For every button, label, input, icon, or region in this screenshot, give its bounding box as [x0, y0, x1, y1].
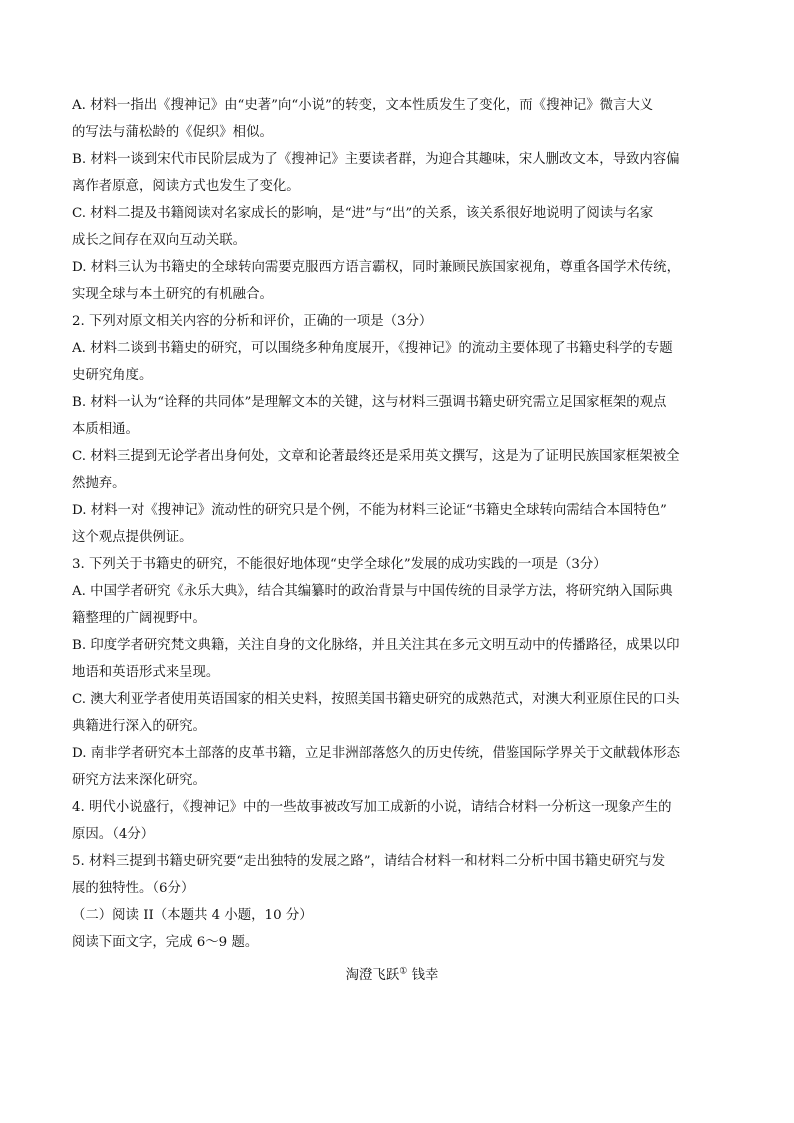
section-heading: （二）阅读 II（本题共 4 小题，10 分）	[72, 908, 313, 923]
question-1-options	[72, 92, 712, 308]
option-line: C. 材料二提及书籍阅读对名家成长的影响，是“进”与“出”的关系，该关系很好地说明了阅读与名家	[72, 206, 654, 221]
option-line: 地语和英语形式来呈现。	[72, 665, 220, 680]
option-line: 史研究角度。	[72, 368, 153, 383]
question-4	[72, 794, 712, 848]
option-2a	[72, 335, 712, 389]
footnote-mark: ①	[399, 966, 408, 977]
option-line: 本质相通。	[72, 422, 139, 437]
option-2b	[72, 389, 712, 443]
option-line: B. 材料一谈到宋代市民阶层成为了《搜神记》主要读者群，为迎合其趣味，宋人删改文本，导致内容偏	[72, 152, 680, 167]
option-line: 这个观点提供例证。	[72, 530, 193, 545]
option-line: D. 材料三认为书籍史的全球转向需要克服西方语言霸权，同时兼顾民族国家视角，尊重各国学术传统，	[72, 260, 680, 275]
option-line: 研究方法来深化研究。	[72, 773, 206, 788]
section-2	[72, 902, 712, 956]
option-3b	[72, 632, 712, 686]
question-stem: 2. 下列对原文相关内容的分析和评价，正确的一项是（3分）	[72, 314, 433, 329]
option-line: D. 南非学者研究本土部落的皮革书籍，立足非洲部落悠久的历史传统，借鉴国际学界关于文献载体形态	[72, 746, 680, 761]
option-line: B. 材料一认为“诠释的共同体”是理解文本的关键，这与材料三强调书籍史研究需立足国家框架的观点	[72, 395, 667, 410]
option-1a	[72, 92, 712, 146]
option-line: A. 材料一指出《搜神记》由“史著”向“小说”的转变，文本性质发生了变化，而《搜神记》微言大义	[72, 98, 654, 113]
option-line: C. 澳大利亚学者使用英语国家的相关史料，按照美国书籍史研究的成熟范式，对澳大利亚原住民的口头	[72, 692, 680, 707]
option-line: 实现全球与本土研究的有机融合。	[72, 287, 273, 302]
option-line: 然抛弃。	[72, 476, 126, 491]
question-5	[72, 848, 712, 902]
option-line: 的写法与蒲松龄的《促织》相似。	[72, 125, 273, 140]
question-stem: 3. 下列关于书籍史的研究，不能很好地体现“史学全球化”发展的成功实践的一项是（3分）	[72, 557, 607, 572]
question-line: 5. 材料三提到书籍史研究要“走出独特的发展之路”，请结合材料一和材料二分析中国书籍史研究与发	[72, 854, 666, 869]
option-line: 籍整理的广阔视野中。	[72, 611, 206, 626]
option-1d	[72, 254, 712, 308]
option-2c	[72, 443, 712, 497]
option-3d	[72, 740, 712, 794]
option-line: 成长之间存在双向互动关联。	[72, 233, 247, 248]
question-line: 原因。（4分）	[72, 827, 155, 842]
question-line: 4. 明代小说盛行，《搜神记》中的一些故事被改写加工成新的小说，请结合材料一分析这一现象产生的	[72, 800, 672, 815]
option-3c	[72, 686, 712, 740]
option-2d	[72, 497, 712, 551]
question-2	[72, 308, 712, 551]
article-title-line	[72, 962, 712, 989]
option-1c	[72, 200, 712, 254]
section-instruction: 阅读下面文字，完成 6～9 题。	[72, 935, 259, 950]
document-page	[72, 92, 712, 989]
option-line: A. 材料二谈到书籍史的研究，可以围绕多种角度展开，《搜神记》的流动主要体现了书籍史科学的专题	[72, 341, 673, 356]
option-line: B. 印度学者研究梵文典籍，关注自身的文化脉络，并且关注其在多元文明互动中的传播路径，成果以印	[72, 638, 680, 653]
question-3	[72, 551, 712, 794]
article-title: 淘澄飞跃	[345, 968, 400, 983]
option-line: 离作者原意，阅读方式也发生了变化。	[72, 179, 300, 194]
option-3a	[72, 578, 712, 632]
article-author: 钱幸	[411, 968, 439, 983]
option-line: 典籍进行深入的研究。	[72, 719, 206, 734]
option-1b	[72, 146, 712, 200]
question-line: 展的独特性。（6分）	[72, 881, 195, 896]
option-line: D. 材料一对《搜神记》流动性的研究只是个例，不能为材料三论证“书籍史全球转向需结合本国特色”	[72, 503, 667, 518]
option-line: C. 材料三提到无论学者出身何处，文章和论著最终还是采用英文撰写，这是为了证明民族国家框架被全	[72, 449, 680, 464]
option-line: A. 中国学者研究《永乐大典》，结合其编纂时的政治背景与中国传统的目录学方法，将研究纳入国际典	[72, 584, 673, 599]
